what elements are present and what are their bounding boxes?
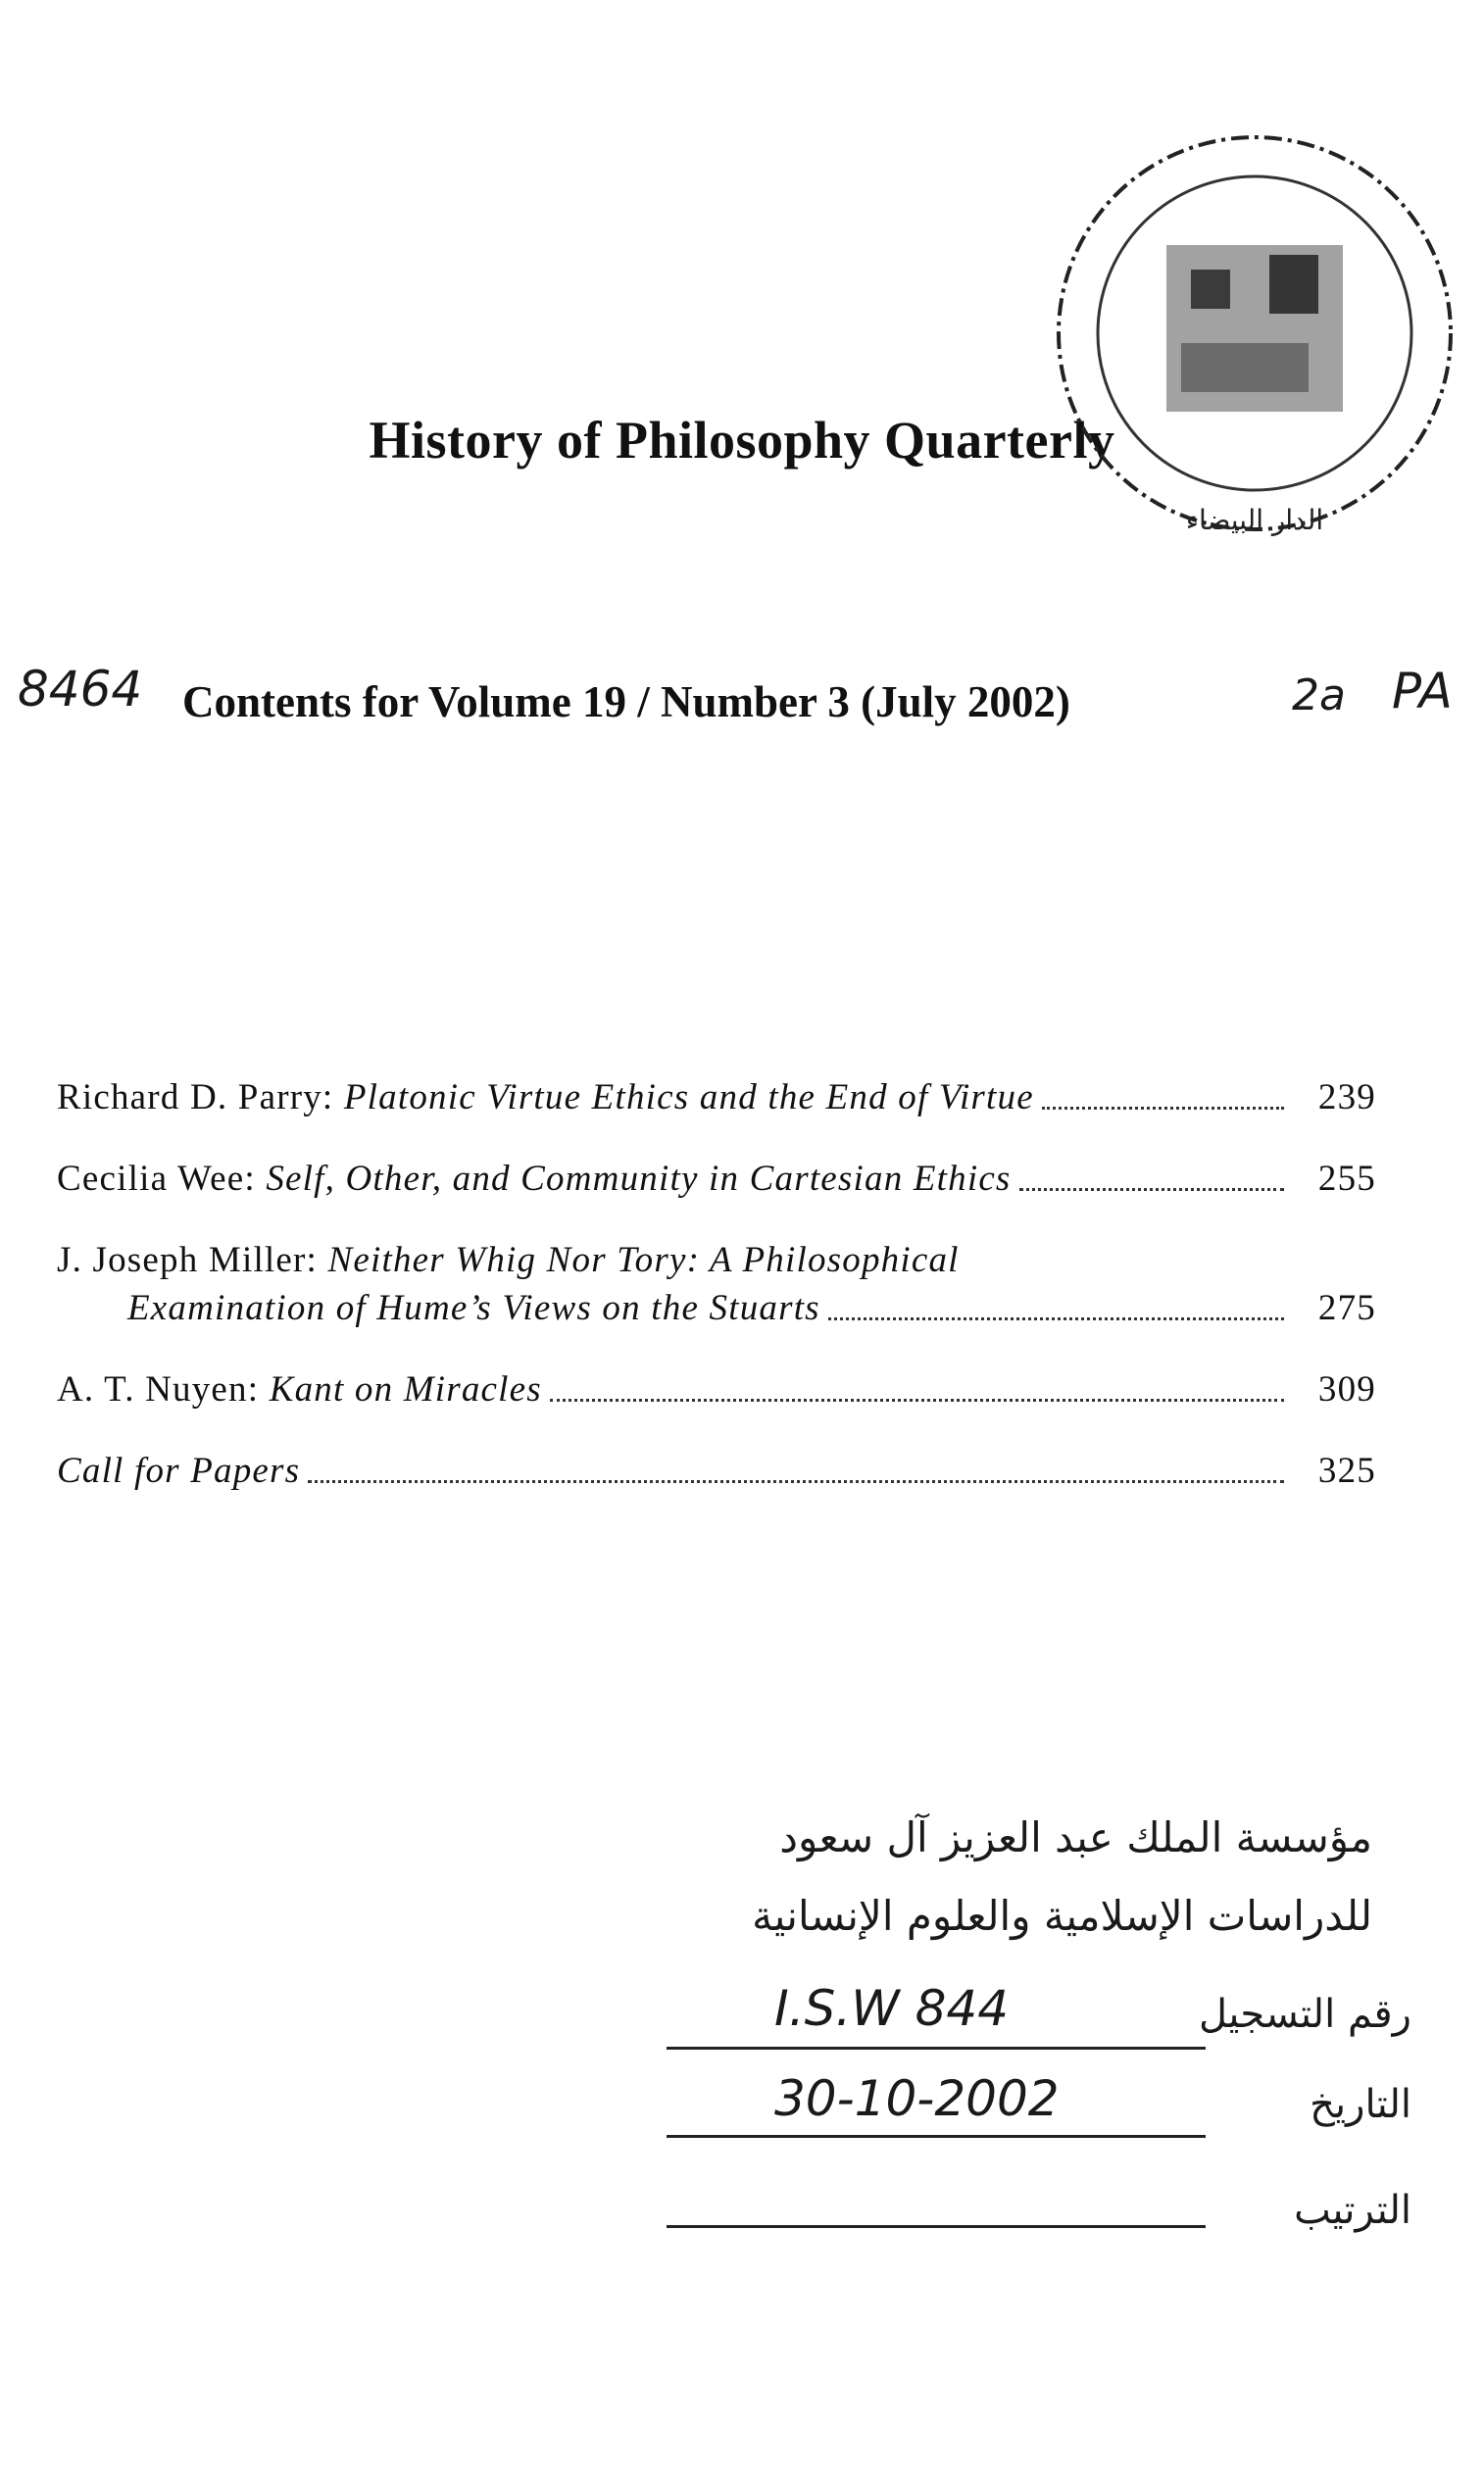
toc-title: Kant on Miracles (269, 1369, 542, 1410)
leader-dots (1042, 1107, 1284, 1110)
leader-dots (828, 1317, 1284, 1320)
registration-rule (667, 2135, 1206, 2138)
toc-page-number: 239 (1317, 1077, 1376, 1117)
toc-author: Richard D. Parry: (57, 1077, 334, 1117)
toc-page-number: 309 (1317, 1369, 1376, 1410)
contents-heading: Contents for Volume 19 / Number 3 (July 2002) (182, 677, 1070, 726)
stamp-bottom-text: الدار البيضاء (1185, 504, 1324, 536)
toc-entry (57, 1076, 1376, 1118)
toc-page-number: 275 (1317, 1288, 1376, 1328)
toc-entry (57, 1450, 1376, 1492)
leader-dots (550, 1399, 1284, 1402)
toc-author: J. Joseph Miller: (57, 1240, 319, 1280)
journal-title: History of Philosophy Quarterly (369, 411, 1115, 470)
registration-date-value: 30-10-2002 (774, 2070, 1060, 2127)
toc-title-continued: Examination of Hume’s Views on the Stuarts (127, 1288, 820, 1328)
toc-author: A. T. Nuyen: (57, 1369, 260, 1410)
registration-rule (667, 2225, 1206, 2228)
toc-entry (57, 1368, 1376, 1411)
toc-title: Call for Papers (57, 1451, 301, 1491)
handwritten-note-left: 8464 (18, 661, 143, 718)
table-of-contents (57, 1076, 1376, 1531)
toc-page-number: 255 (1317, 1159, 1376, 1199)
toc-title: Neither Whig Nor Tory: A Philosophical (327, 1240, 960, 1280)
registration-institution-line-2: للدراسات الإسلامية والعلوم الإنسانية (752, 1892, 1372, 1940)
handwritten-note-right-1: 2a (1292, 670, 1346, 720)
handwritten-note-right-2: PA (1392, 663, 1453, 719)
toc-entry (57, 1239, 1376, 1329)
leader-dots (1019, 1188, 1284, 1191)
leader-dots (308, 1480, 1284, 1483)
institution-stamp (1034, 108, 1475, 578)
toc-entry (57, 1158, 1376, 1200)
registration-date-label: التاريخ (1310, 2082, 1411, 2127)
registration-order-label: الترتيب (1294, 2188, 1411, 2233)
toc-title: Self, Other, and Community in Cartesian Ethics (266, 1159, 1012, 1199)
registration-number-value: I.S.W 844 (774, 1980, 1010, 2037)
registration-rule (667, 2047, 1206, 2050)
toc-author: Cecilia Wee: (57, 1159, 256, 1199)
toc-title: Platonic Virtue Ethics and the End of Virtue (343, 1077, 1034, 1117)
registration-number-label: رقم التسجيل (1198, 1992, 1411, 2037)
registration-institution-line-1: مؤسسة الملك عبد العزيز آل سعود (779, 1813, 1372, 1861)
registration-block (627, 1804, 1411, 2274)
toc-page-number: 325 (1317, 1451, 1376, 1491)
